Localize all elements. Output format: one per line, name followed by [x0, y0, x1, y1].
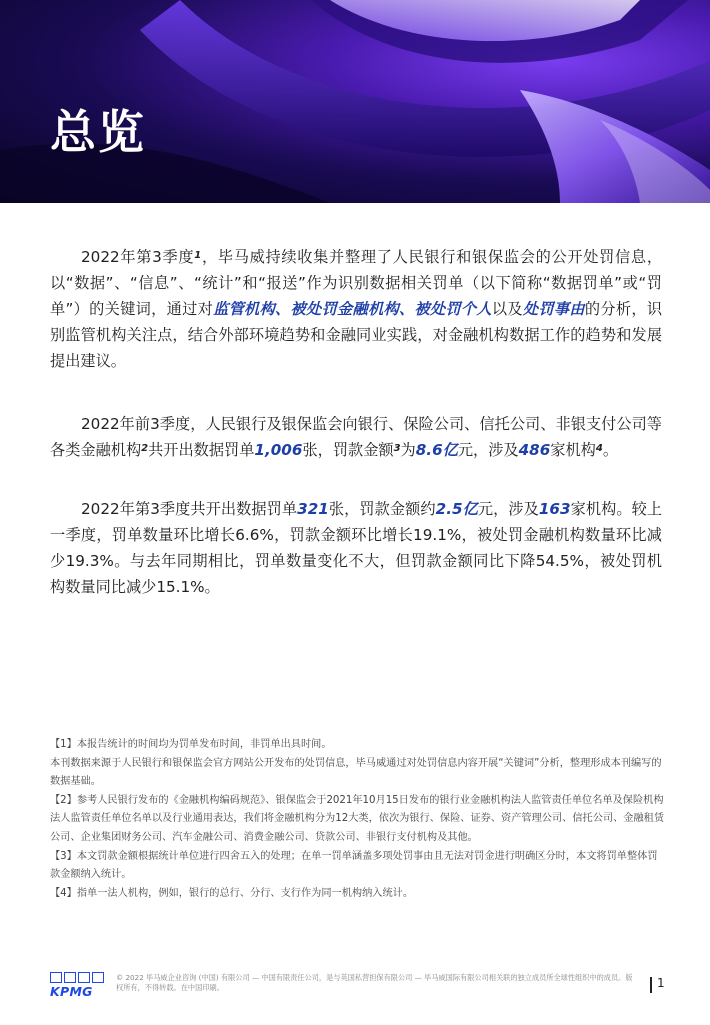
- p2-text-a: 2022年前3季度，人民银行及银保监会向银行、保险公司、信托公司、非银支付公司等各类金融机构: [50, 415, 662, 459]
- kpmg-logo: [50, 972, 104, 1000]
- p3-text-a: 2022年第3季度共开出数据罚单: [81, 500, 298, 518]
- footnote-ref-2: 2: [141, 443, 149, 454]
- footnote-ref-3: 3: [393, 443, 401, 454]
- page-number: 1: [657, 976, 665, 990]
- page-footer: [0, 968, 710, 1008]
- footnote-1-detail: 本刊数据来源于人民银行和银保监会官方网站公开发布的处罚信息，毕马威通过对处罚信息内容开展“关键词”分析，整理形成本刊编写的数据基础。: [50, 757, 662, 788]
- p1-highlight-reasons: 处罚事由: [522, 300, 585, 318]
- q3-summary-paragraph: [50, 496, 662, 600]
- page-title: 总览: [50, 105, 146, 159]
- footnote-4: 【4】指单一法人机构，例如，银行的总行、分行、支行作为同一机构纳入统计。: [50, 887, 414, 899]
- p1-highlight-entities: 监管机构、被处罚金融机构、被处罚个人: [213, 300, 492, 318]
- p3-text-c: 元，涉及: [477, 500, 539, 518]
- p1-text-d: 的分析，识别监管机构关注点，结合外部环境趋势和金融同业实践，对金融机构数据工作的趋势和发展提出建议。: [50, 300, 663, 370]
- p3-text-b: 张，罚款金额约: [328, 500, 436, 518]
- p2-text-g: 。: [602, 441, 618, 459]
- p1-text-b: ，毕马威持续收集并整理了人民银行和银保监会的公开处罚信息，以“数据”、“信息”、“统计”和“报送”作为识别数据相关罚单（以下简称“数据罚单”或“罚单”）的关键词，通过对: [50, 248, 663, 318]
- p2-text-f: 家机构: [550, 441, 596, 459]
- p2-text-d: 为: [400, 441, 416, 459]
- footnote-3: 【3】本文罚款金额根据统计单位进行四舍五入的处理；在单一罚单涵盖多项处罚事由且无法对罚金进行明确区分时，本文将罚单整体罚款金额纳入统计。: [50, 850, 658, 881]
- p3-highlight-ticket-count: 321: [297, 500, 329, 518]
- p2-highlight-ticket-count: 1,006: [254, 441, 303, 459]
- footnote-1: 【1】本报告统计的时间均为罚单发布时间，非罚单出具时间。: [50, 739, 332, 750]
- intro-paragraph: [50, 244, 662, 374]
- kpmg-logo-boxes: [50, 972, 104, 983]
- footnote-2: 【2】参考人民银行发布的《金融机构编码规范》、银保监会于2021年10月15日发布的银行业金融机构法人监管责任单位名单及保险机构法人监管责任单位名单以及行业通用表达，我们将金融机构分为12大类，依次为银行、保险、证券、资产管理公司、信托公司、金融租赁公司、企业集团财务公司、汽车金融公司、消费金融公司、贷款公司、非银行支付机构及其他。: [50, 794, 665, 843]
- footnote-ref-1: 1: [194, 250, 202, 261]
- p3-highlight-fine-amount: 2.5亿: [435, 500, 478, 518]
- page-number-divider: [650, 977, 652, 993]
- kpmg-logo-text: KPMG: [50, 984, 93, 999]
- footnote-ref-4: 4: [595, 443, 603, 454]
- p3-highlight-institution-count: 163: [538, 500, 571, 518]
- hero-banner: [0, 0, 710, 203]
- p3-text-d: 家机构。较上一季度，罚单数量环比增长6.6%，罚款金额环比增长19.1%，被处罚金融机构数量环比减少19.3%。与去年同期相比，罚单数量变化不大，但罚款金额同比下降54.5%，被处罚机构数量同比减少15.1%。: [50, 500, 663, 596]
- p1-text-c: 以及: [491, 300, 523, 318]
- p1-text-a: 2022年第3季度: [81, 248, 195, 266]
- copyright-notice: © 2022 毕马威企业咨询 (中国) 有限公司 — 中国有限责任公司，是与英国私营担保有限公司 — 毕马威国际有限公司相关联的独立成员所全球性组织中的成员。版权所有，不得转载。在中国印刷。: [116, 973, 633, 992]
- p2-highlight-fine-amount: 8.6亿: [415, 441, 458, 459]
- p2-text-b: 共开出数据罚单: [148, 441, 255, 459]
- ytd-summary-paragraph: [50, 411, 662, 463]
- p2-highlight-institution-count: 486: [518, 441, 551, 459]
- p2-text-e: 元，涉及: [457, 441, 519, 459]
- p2-text-c: 张，罚款金额: [302, 441, 394, 459]
- footnotes: [50, 736, 665, 903]
